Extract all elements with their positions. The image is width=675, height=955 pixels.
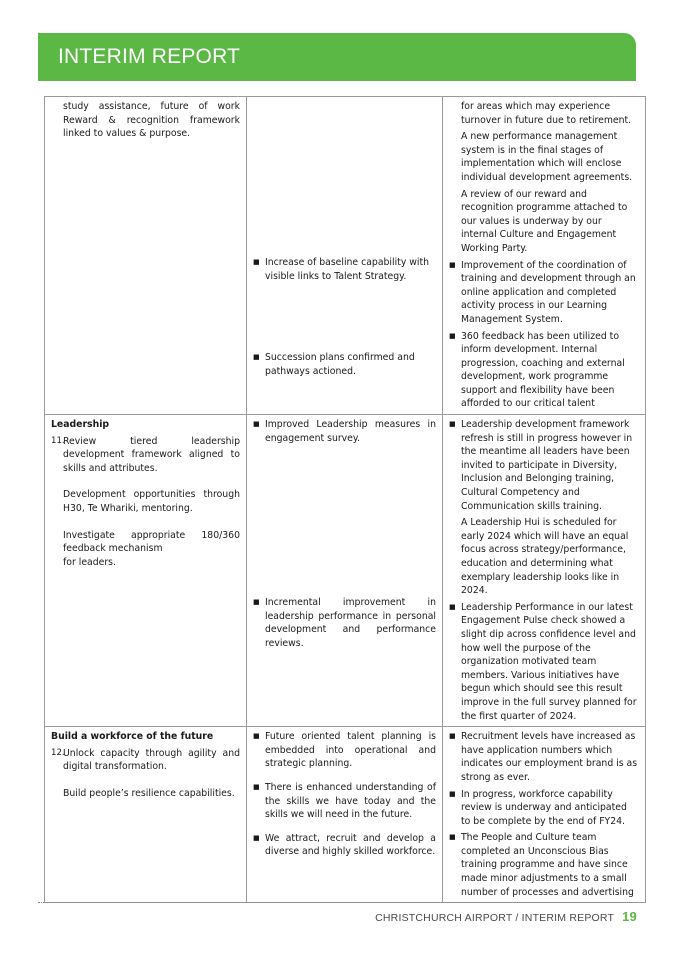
table-row	[45, 727, 646, 903]
square-bullet-icon: ■	[449, 602, 456, 611]
square-bullet-icon: ■	[449, 833, 456, 842]
measures-cell	[247, 727, 443, 903]
table-row	[45, 97, 646, 415]
item-subtext: Investigate appropriate 180/360 feedback mechanism	[63, 529, 240, 555]
list-item: ■ We attract, recruit and develop a diverse and highly skilled workforce.	[253, 832, 436, 858]
square-bullet-icon: ■	[449, 331, 456, 340]
list-item: ■ Leadership Performance in our latest Engagement Pulse check showed a slight dip across confidence level and how well the purpose of the organization motivated team members. Various initiatives have begun which should see this result improve in the full survey planned for the first quarter of 2024.	[449, 601, 637, 722]
list-item: ■ The People and Culture team completed an Unconscious Bias training programme and have since made minor adjustments to a small number of processes and advertising	[449, 832, 634, 898]
footer-title: CHRISTCHURCH AIRPORT / INTERIM REPORT	[375, 912, 615, 924]
square-bullet-icon: ■	[253, 258, 260, 266]
square-bullet-icon: ■	[253, 353, 260, 362]
square-bullet-icon: ■	[253, 782, 260, 791]
list-item: ■ In progress, workforce capability review is underway and anticipated to be complete by the end of FY24.	[449, 788, 627, 827]
item-text: Review tiered leadership development framework aligned to skills and attributes.	[63, 435, 240, 474]
progress-cell	[443, 415, 646, 727]
list-item: ■ Incremental improvement in leadership performance in personal development and performance reviews.	[253, 597, 436, 650]
list-item: ■ Improved Leadership measures in engagement survey.	[253, 419, 436, 444]
measures-cell	[247, 415, 443, 727]
section-title: Build a workforce of the future	[51, 731, 214, 743]
report-banner	[38, 33, 636, 81]
footer-divider	[38, 902, 638, 903]
progress-text: for areas which may experience turnover in future due to retirement.	[461, 101, 632, 126]
progress-cell	[443, 727, 646, 903]
list-item: ■ Succession plans confirmed and pathways actioned.	[253, 352, 415, 377]
item-subtext: Development opportunities through H30, Te Whariki, mentoring.	[63, 489, 240, 515]
objective-continuation: study assistance, future of work Reward & recognition framework linked to values & purpose.	[63, 101, 240, 140]
list-item: ■ Improvement of the coordination of training and development through an online application and completed activity process in our Learning Management System.	[449, 259, 636, 325]
footer	[375, 909, 637, 926]
numbered-item	[51, 747, 240, 774]
list-item: ■ There is enhanced understanding of the skills we have today and the skills we will need in the future.	[253, 781, 436, 821]
objective-cell	[45, 727, 247, 903]
list-item: ■ Future oriented talent planning is embedded into operational and strategic planning.	[253, 731, 436, 770]
square-bullet-icon: ■	[449, 260, 456, 269]
report-table	[44, 96, 646, 903]
item-subtext: Build people’s resilience capabilities.	[63, 787, 235, 799]
item-subtext: for leaders.	[63, 556, 116, 568]
square-bullet-icon: ■	[253, 598, 260, 607]
objective-cell	[45, 97, 247, 415]
square-bullet-icon: ■	[253, 420, 260, 429]
progress-cell	[443, 97, 646, 415]
square-bullet-icon: ■	[449, 732, 456, 741]
table-row	[45, 415, 646, 727]
list-item: ■ 360 feedback has been utilized to inform development. Internal progression, coaching and external development, work programme support and flexibility have been afforded to our critical talent	[449, 330, 625, 410]
square-bullet-icon: ■	[449, 420, 456, 429]
list-item: ■ Leadership development framework refresh is still in progress however in the meantime all leaders have been invited to participate in Diversity, Inclusion and Belonging training, Cultural Competency and Communication skills training.	[449, 419, 633, 512]
progress-text: A Leadership Hui is scheduled for early 2024 which will have an equal focus across strategy/performance, education and determining what exemplary leadership looks like in 2024.	[461, 517, 629, 597]
square-bullet-icon: ■	[253, 833, 260, 842]
square-bullet-icon: ■	[253, 732, 260, 741]
square-bullet-icon: ■	[449, 789, 456, 798]
item-text: Unlock capacity through agility and digital transformation.	[63, 747, 240, 773]
page-number: 19	[622, 909, 637, 924]
page-title: INTERIM REPORT	[58, 45, 241, 68]
progress-text: A review of our reward and recognition programme attached to our values is underway by our internal Culture and Engagement Working Party.	[461, 188, 628, 254]
measures-cell	[247, 97, 443, 415]
progress-text: A new performance management system is in the final stages of implementation which will enclose individual development agreements.	[461, 131, 633, 183]
item-number: 12.	[51, 747, 65, 758]
objective-cell	[45, 415, 247, 727]
section-title: Leadership	[51, 419, 110, 431]
item-number: 11.	[51, 435, 65, 446]
list-item: ■ Increase of baseline capability with visible links to Talent Strategy.	[253, 257, 429, 282]
list-item: ■ Recruitment levels have increased as have application numbers which indicates our employment brand is as strong as ever.	[449, 731, 638, 783]
numbered-item	[51, 435, 240, 476]
